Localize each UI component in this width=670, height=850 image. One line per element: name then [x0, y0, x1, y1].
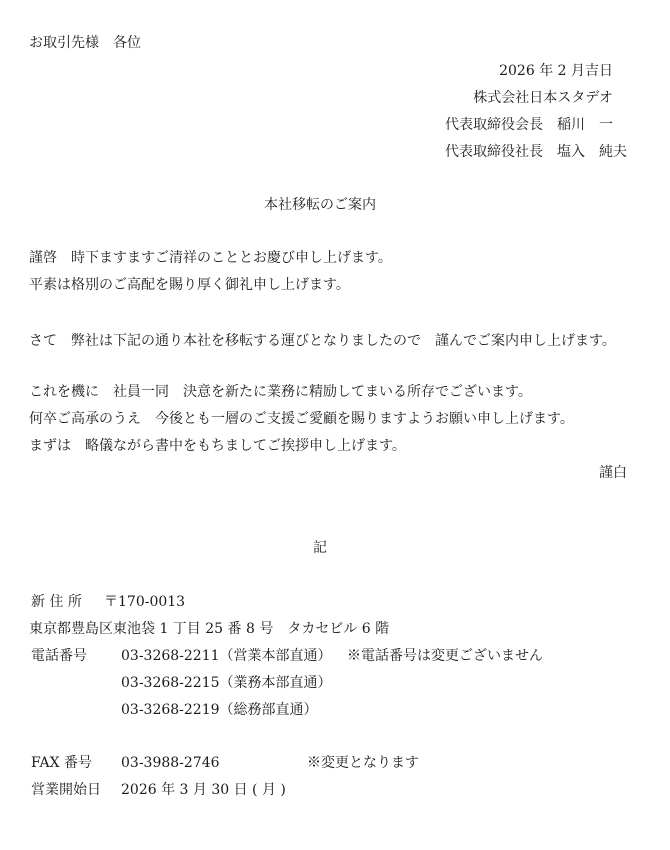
body-paragraph-1: さて 弊社は下記の通り本社を移転する運びとなりましたので 謹んでご案内申し上げます。 [29, 333, 616, 349]
recipient: お取引先様 各位 [29, 35, 141, 51]
body-paragraph-3: 何卒ご高承のうえ 今後とも一層のご支援ご愛顧を賜りますようお願い申し上げます。 [29, 411, 574, 427]
postal-code: 〒170-0013 [104, 594, 186, 610]
business-start-label: 営業開始日 [31, 782, 101, 798]
fax-number: 03-3988-2746 [121, 755, 220, 771]
fax-label: FAX 番号 [31, 755, 93, 771]
phone-number-sales: 03-3268-2211（営業本部直通） [121, 648, 332, 664]
phone-label: 電話番号 [31, 648, 87, 664]
date: 2026 年 2 月吉日 [499, 63, 613, 79]
greeting-line-1: 謹啓 時下ますますご清祥のこととお慶び申し上げます。 [29, 250, 392, 266]
company-name: 株式会社日本スタデオ [473, 90, 613, 106]
phone-number-general-affairs: 03-3268-2219（総務部直通） [121, 702, 318, 718]
fax-note: ※変更となります [307, 755, 419, 771]
business-start-date: 2026 年 3 月 30 日 ( 月 ) [121, 782, 286, 798]
document-title: 本社移転のご案内 [264, 197, 376, 213]
ki-heading: 記 [313, 540, 327, 556]
closing-word: 謹白 [599, 465, 627, 481]
body-paragraph-4: まずは 略儀ながら書中をもちましてご挨拶申し上げます。 [29, 438, 406, 454]
signer-chairman: 代表取締役会長 稲川 一 [445, 117, 613, 133]
body-paragraph-2: これを機に 社員一同 決意を新たに業務に精励してまいる所存でございます。 [29, 384, 532, 400]
address-label: 新 住 所 [31, 594, 82, 610]
phone-number-operations: 03-3268-2215（業務本部直通） [121, 675, 332, 691]
signer-president: 代表取締役社長 塩入 純夫 [445, 144, 627, 160]
phone-note: ※電話番号は変更ございません [347, 648, 543, 664]
address: 東京都豊島区東池袋 1 丁目 25 番 8 号 タカセビル 6 階 [29, 621, 390, 637]
greeting-line-2: 平素は格別のご高配を賜り厚く御礼申し上げます。 [29, 277, 350, 293]
